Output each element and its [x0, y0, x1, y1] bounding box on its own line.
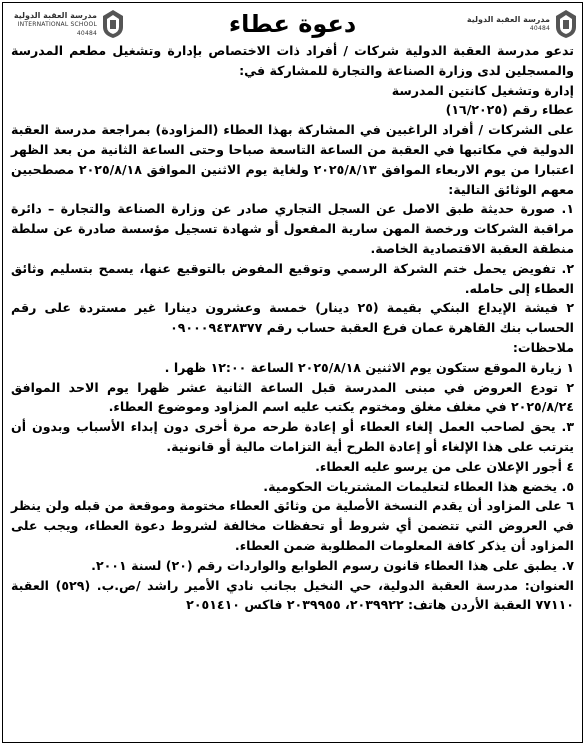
tender-number: عطاء رقم (١٦/٢٠٢٥) — [445, 102, 574, 118]
document-item: ٢. تفويض يحمل ختم الشركة الرسمي وتوقيع المفوض بالتوقيع عنها، يسمح بتسليم وثائق العطاء إلى حامله. — [11, 260, 574, 296]
note-item: ٢ تودع العروض في مبنى المدرسة قبل الساعة الثانية عشر ظهرا يوم الاحد الموافق ٢٠٢٥/٨/٢٤ في مغلف مغلق ومختوم يكتب عليه اسم المزاود وموضوع العطاء. — [11, 379, 574, 415]
note-item: ١ زيارة الموقع ستكون يوم الاثنين ٢٠٢٥/٨/١٨ الساعة ١٢:٠٠ ظهرا . — [164, 359, 574, 375]
address-line: العنوان: مدرسة العقبة الدولية، حي النخيل بجانب نادي الأمير راشد /ص.ب. (٥٢٩) العقبة ٧٧١١٠ العقبة الأردن هاتف: ٢٠٣٩٩٢٢، ٢٠٣٩٩٥٥ فاكس ٢٠٥١٤١٠ — [11, 577, 574, 613]
instructions-paragraph: على الشركات / أفراد الراغبين في المشاركة بهذا العطاء (المزاودة) بمراجعة مدرسة العقبة الدولية في مكاتبها في العقبة من الساعة التاسعة صباحا وحتى الساعة الثانية من بعد الظهر اعتبارا من يوم الاربعاء الموافق ٢٠٢٥/٨/١٣ ولغاية يوم الاثنين الموافق ٢٠٢٥/٨/١٨ مصطحبين معهم الوثائق التالية: — [11, 122, 574, 197]
note-item: ٦ على المزاود أن يقدم النسخة الأصلية من وثائق العطاء مختومة وموقعة من قبله ولن ينظر في العروض التي تتضمن أي شروط أو تحفظات مخالفة لشروط دعوة العطاء، ويجب على المزاود أن يذكر كافة المعلومات المطلوبة ضمن العطاء. — [11, 498, 574, 553]
logo-number: 40484 — [529, 25, 550, 32]
document-title: دعوة عطاء — [228, 10, 357, 38]
document-body — [11, 41, 574, 615]
note-item: ٥. يخضع هذا العطاء لتعليمات المشتريات الحكومية. — [263, 478, 574, 494]
note-item: ٧. يطبق على هذا العطاء قانون رسوم الطوابع والواردات رقم (٢٠) لسنة ٢٠٠١. — [91, 557, 574, 573]
advertisement-frame — [2, 2, 583, 743]
logo-name-ar: مدرسة العقبة الدولية — [13, 10, 97, 20]
logo-name-en: INTERNATIONAL SCHOOL — [17, 20, 97, 28]
tender-subject: إدارة وتشغيل كانتين المدرسة — [391, 82, 574, 98]
logo-name: مدرسة العقبة الدولية — [466, 15, 550, 24]
document-item: ١. صورة حديثة طبق الاصل عن السجل التجاري صادر عن وزارة الصناعة والتجارة – دائرة مراقبة الشركات ورخصة المهن سارية المفعول أو شهادة تسجيل مؤسسة صادرة عن سلطة منطقة العقبة الاقتصادية الخاصة. — [11, 201, 574, 256]
logo-number: 40484 — [76, 29, 97, 37]
intro-paragraph: تدعو مدرسة العقبة الدولية شركات / أفراد ذات الاختصاص بإدارة وتشغيل مطعم المدرسة والمسجلين لدى وزارة الصناعة والتجارة للمشاركة في: — [11, 43, 574, 78]
note-item: ٣. يحق لصاحب العمل إلغاء العطاء أو إعادة طرحه مرة أخرى دون إبداء الأسباب وبدون أن يترتب على هذا الإلغاء أو إعادة الطرح أية التزامات مالية أو قانونية. — [11, 419, 574, 454]
notes-heading: ملاحظات: — [512, 339, 574, 355]
note-item: ٤ أجور الإعلان على من يرسو عليه العطاء. — [315, 458, 574, 474]
document-item: ٢ فيشة الإيداع البنكي بقيمة (٢٥ دينار) خمسة وعشرون دينارا غير مستردة على رقم الحساب بنك القاهرة عمان فرع العقبة حساب رقم ٠٩٠٠٠٩٤٣٨٣٧٧ — [11, 300, 574, 336]
